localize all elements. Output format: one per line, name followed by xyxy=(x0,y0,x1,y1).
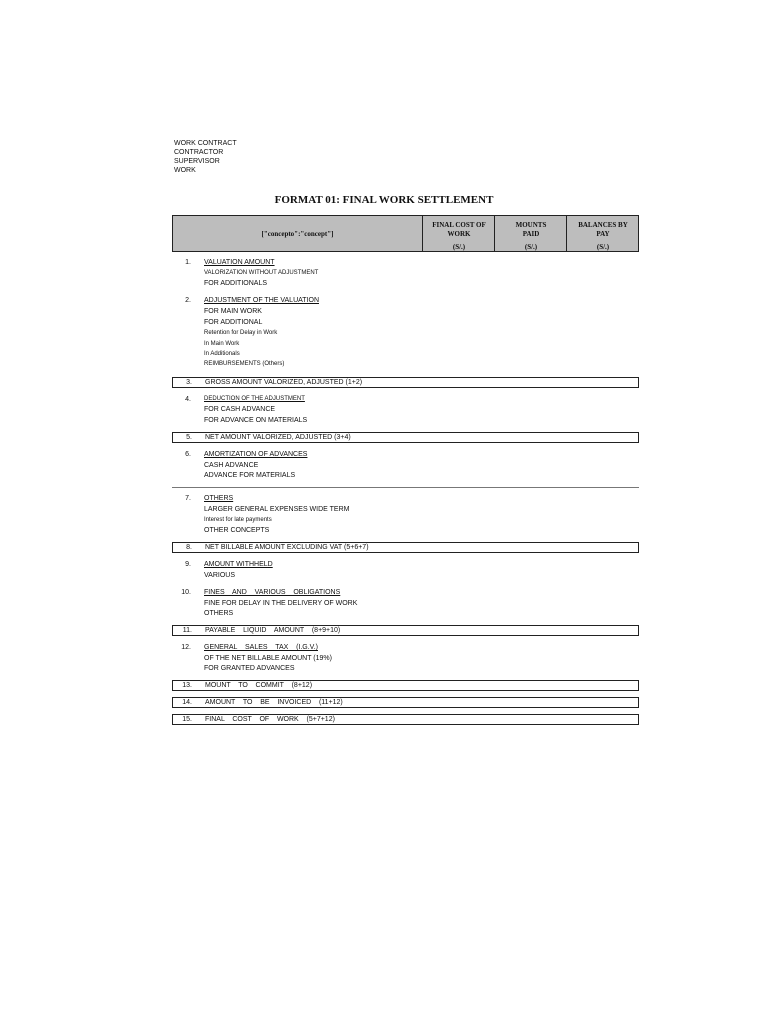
final-cost-label-1: FINAL COST OF xyxy=(432,221,486,229)
document-title: FORMAT 01: FINAL WORK SETTLEMENT xyxy=(274,194,494,206)
item-title: GROSS AMOUNT VALORIZED, ADJUSTED (1+2) xyxy=(205,379,363,386)
item-number: 5. xyxy=(186,434,192,441)
item-title: OTHERS xyxy=(204,495,234,502)
item-15 xyxy=(172,714,639,725)
item-title: NET AMOUNT VALORIZED, ADJUSTED (3+4) xyxy=(205,434,351,441)
item-number: 14. xyxy=(182,699,192,706)
item-title: DEDUCTION OF THE ADJUSTMENT xyxy=(204,396,305,402)
item-number: 9. xyxy=(185,561,191,568)
balances-unit: (S/.) xyxy=(596,243,610,251)
item-title: FINAL COST OF WORK (5+7+12) xyxy=(205,716,335,723)
final-cost-column-header xyxy=(422,216,495,251)
item-number: 13. xyxy=(182,682,192,689)
item-number: 15. xyxy=(182,716,192,723)
item-title: PAYABLE LIQUID AMOUNT (8+9+10) xyxy=(205,627,341,634)
balances-column-header xyxy=(566,216,639,251)
item-title: AMORTIZATION OF ADVANCES xyxy=(204,451,308,458)
work-contract-label: WORK CONTRACT xyxy=(174,140,237,147)
supervisor-label: SUPERVISOR xyxy=(174,158,220,165)
item-14 xyxy=(172,697,639,708)
item-5 xyxy=(172,432,639,443)
mounts-paid-label-2: PAID xyxy=(522,230,540,238)
contractor-label: CONTRACTOR xyxy=(174,149,224,156)
item-title: MOUNT TO COMMIT (8+12) xyxy=(205,682,313,689)
table-header xyxy=(172,215,639,252)
item-number: 6. xyxy=(185,451,191,458)
mounts-paid-unit: (S/.) xyxy=(524,243,538,251)
item-number: 2. xyxy=(185,297,191,304)
item-8 xyxy=(172,542,639,553)
item-number: 11. xyxy=(182,627,192,634)
item-title: AMOUNT WITHHELD xyxy=(204,561,273,568)
item-number: 7. xyxy=(185,495,191,502)
divider xyxy=(172,487,639,488)
final-cost-label-2: WORK xyxy=(447,230,471,238)
item-13 xyxy=(172,680,639,691)
item-number: 4. xyxy=(185,396,191,403)
balances-label-2: PAY xyxy=(596,230,610,238)
header-info xyxy=(174,139,237,175)
item-title: AMOUNT TO BE INVOICED (11+12) xyxy=(205,699,343,706)
item-title: FINES AND VARIOUS OBLIGATIONS xyxy=(204,589,341,596)
item-number: 3. xyxy=(186,379,192,386)
item-number: 8. xyxy=(186,544,192,551)
item-number: 10. xyxy=(181,589,191,596)
concept-column-header: ["concepto":"concept"] xyxy=(261,229,334,238)
mounts-paid-column-header xyxy=(494,216,567,251)
item-number: 12. xyxy=(181,644,191,651)
item-title: VALUATION AMOUNT xyxy=(204,259,275,266)
item-title: GENERAL SALES TAX (I.G.V.) xyxy=(204,644,318,651)
item-11 xyxy=(172,625,639,636)
item-3 xyxy=(172,377,639,388)
balances-label-1: BALANCES BY xyxy=(578,221,628,229)
work-label: WORK xyxy=(174,167,196,174)
mounts-paid-label-1: MOUNTS xyxy=(515,221,547,229)
final-cost-unit: (S/.) xyxy=(452,243,466,251)
item-title: ADJUSTMENT OF THE VALUATION xyxy=(204,297,319,304)
item-number: 1. xyxy=(185,259,191,266)
item-title: NET BILLABLE AMOUNT EXCLUDING VAT (5+6+7) xyxy=(205,544,369,551)
